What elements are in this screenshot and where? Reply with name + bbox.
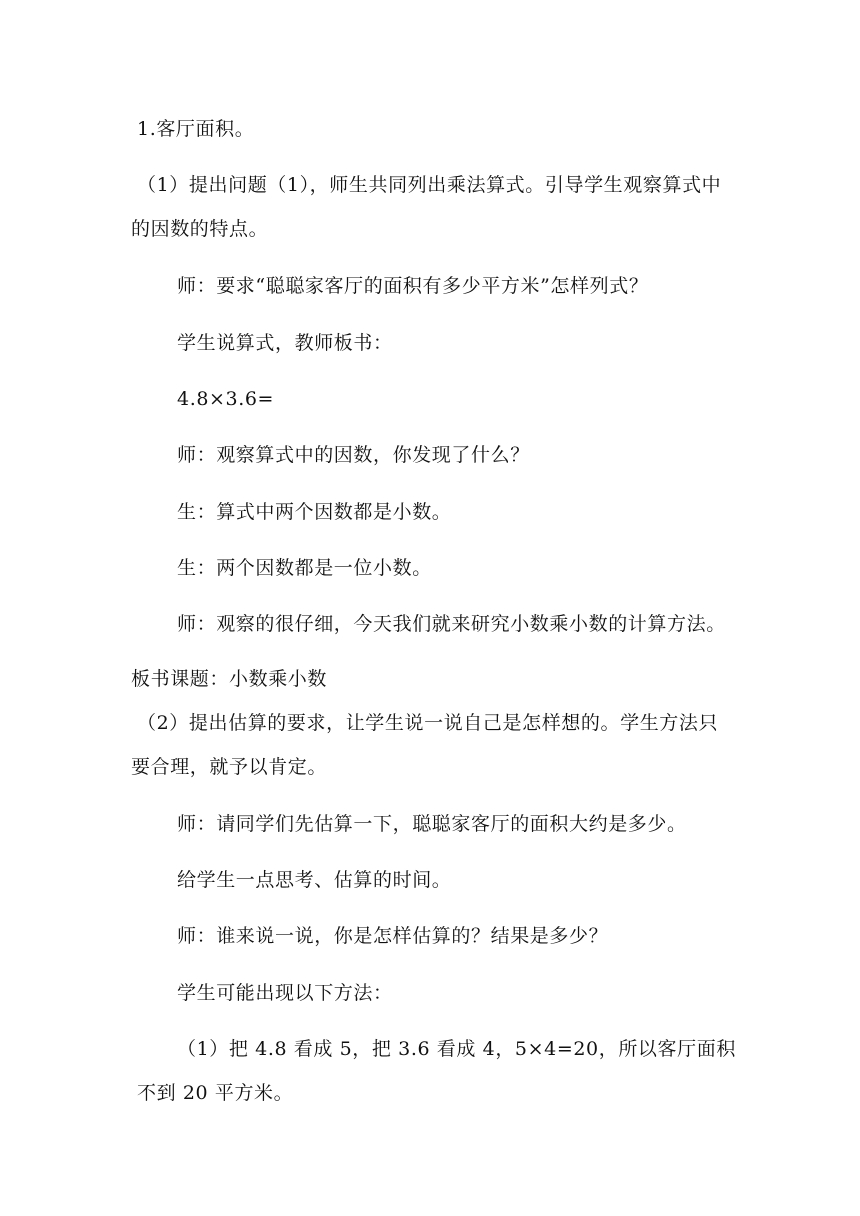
- teacher-comment-1: 师：观察的很仔细，今天我们就来研究小数乘小数的计算方法。: [177, 613, 726, 635]
- teacher-question-3: 师：请同学们先估算一下，聪聪家客厅的面积大约是多少。: [177, 813, 687, 835]
- teacher-question-1: 师：要求“聪聪家客厅的面积有多少平方米”怎样列式？: [177, 275, 649, 297]
- step2-line1: （2）提出估算的要求，让学生说一说自己是怎样想的。学生方法只: [137, 712, 719, 734]
- step2-line2: 要合理，就予以肯定。: [131, 756, 328, 778]
- step1-line2: 的因数的特点。: [131, 218, 269, 240]
- step1-line1: （1）提出问题（1），师生共同列出乘法算式。引导学生观察算式中: [137, 174, 722, 196]
- student-methods-intro: 学生可能出现以下方法：: [177, 982, 393, 1004]
- equation: 4.8×3.6=: [177, 388, 275, 410]
- section-title: 1.客厅面积。: [137, 118, 255, 140]
- student-board-note: 学生说算式，教师板书：: [177, 332, 393, 354]
- method1-line2: 不到 20 平方米。: [137, 1082, 294, 1104]
- student-answer-2: 生：两个因数都是一位小数。: [177, 557, 432, 579]
- teacher-question-4: 师：谁来说一说，你是怎样估算的？结果是多少？: [177, 925, 609, 947]
- board-topic: 板书课题：小数乘小数: [131, 668, 328, 690]
- method1-line1: （1）把 4.8 看成 5，把 3.6 看成 4，5×4=20，所以客厅面积: [177, 1038, 736, 1060]
- student-answer-1: 生：算式中两个因数都是小数。: [177, 501, 452, 523]
- give-time-note: 给学生一点思考、估算的时间。: [177, 869, 452, 891]
- teacher-question-2: 师：观察算式中的因数，你发现了什么？: [177, 444, 530, 466]
